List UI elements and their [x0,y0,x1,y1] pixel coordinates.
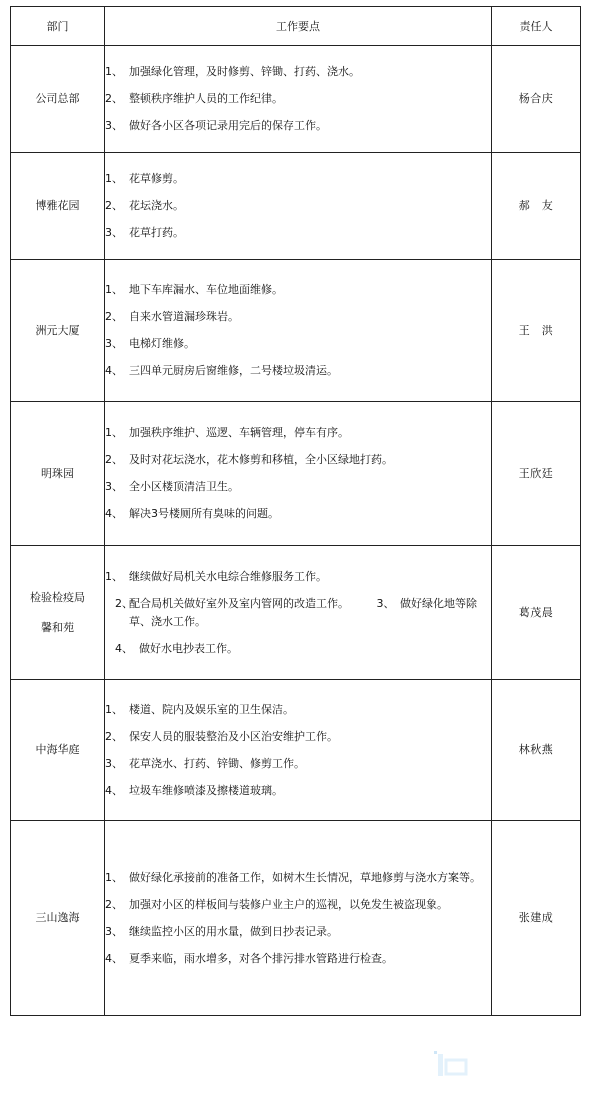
owner-cell: 葛茂晨 [492,546,581,680]
task-item [105,923,491,941]
owner-cell: 王欣廷 [492,402,581,546]
task-item [105,896,491,914]
task-item [105,478,491,496]
task-item [105,117,491,135]
dept-cell: 公司总部 [11,46,105,153]
item-text: 加强绿化管理，及时修剪、锌锄、打药、浇水。 [129,65,360,78]
item-text: 全小区楼顶清洁卫生。 [129,480,239,493]
dept-cell: 中海华庭 [11,680,105,821]
item-number: 3、 [105,119,123,132]
item-text: 三四单元厨房后窗维修，二号楼垃圾清运。 [129,364,338,377]
item-number: 2、 [105,310,123,323]
dept-cell: 明珠园 [11,402,105,546]
item-text: 整顿秩序维护人员的工作纪律。 [129,92,283,105]
item-number: 4、 [105,364,123,377]
task-cell [105,680,492,821]
work-plan-table [10,6,581,1016]
item-text: 花草浇水、打药、锌锄、修剪工作。 [129,756,305,770]
item-text: 花草修剪。 [129,172,184,185]
watermark-box [446,1060,466,1074]
item-text: 继续监控小区的用水量，做到日抄表记录。 [129,924,338,938]
item-number: 2、 [115,596,133,610]
item-number: 1、 [105,870,123,884]
task-item [105,451,491,469]
header-dept: 部门 [11,7,105,46]
item-number: 1、 [105,65,123,78]
task-cell [105,153,492,260]
dept-cell: 三山逸海 [11,821,105,1016]
table-row [11,402,581,546]
item-number: 1、 [105,702,123,716]
task-item [105,701,491,719]
item-number: 3、 [105,337,123,350]
table-header-row [11,7,581,46]
task-cell [105,402,492,546]
item-text: 继续做好局机关水电综合维修服务工作。 [129,569,327,583]
task-item [105,782,491,800]
owner-cell: 郝 友 [492,153,581,260]
item-text: 做好各小区各项记录用完后的保存工作。 [129,119,327,132]
item-number: 1、 [105,283,123,296]
owner-cell: 杨合庆 [492,46,581,153]
watermark-logo [432,1050,472,1080]
task-item [105,90,491,108]
table-row [11,260,581,402]
item-number: 2、 [105,199,123,212]
item-number: 1、 [105,426,123,439]
watermark-dot [434,1051,437,1054]
owner-cell: 林秋燕 [492,680,581,821]
task-item [105,424,491,442]
item-number: 1、 [105,569,123,583]
item-text: 夏季来临，雨水增多，对各个排污排水管路进行检查。 [129,951,393,965]
item-text: 配合局机关做好室外及室内管网的改造工作。 3、 做好绿化地等除草、浇水工作。 [129,596,477,628]
task-cell [105,821,492,1016]
task-item [105,63,491,81]
task-item [105,308,491,326]
header-owner: 责任人 [492,7,581,46]
item-number: 4、 [105,951,123,965]
dept-cell: 洲元大厦 [11,260,105,402]
item-text: 自来水管道漏珍珠岩。 [129,310,239,323]
item-text: 花草打药。 [129,226,184,239]
item-text: 解决3号楼厕所有臭味的问题。 [129,507,279,520]
item-text: 垃圾车维修喷漆及擦楼道玻璃。 [129,783,283,797]
item-text: 电梯灯维修。 [129,337,195,350]
header-tasks: 工作要点 [105,7,492,46]
dept-cell: 博雅花园 [11,153,105,260]
task-item [105,568,491,586]
task-item [105,224,491,242]
item-number: 2、 [105,897,123,911]
task-item [105,197,491,215]
item-number: 3、 [105,756,123,770]
item-number: 4、 [105,507,123,520]
task-item [105,362,491,380]
item-number: 2、 [105,729,123,743]
task-item [105,728,491,746]
item-text: 保安人员的服装整治及小区治安维护工作。 [129,729,338,743]
item-text: 加强秩序维护、巡逻、车辆管理，停车有序。 [129,426,349,439]
task-item [105,170,491,188]
item-number: 3、 [105,924,123,938]
task-item [105,640,491,658]
item-text: 做好绿化承接前的准备工作，如树木生长情况，草地修剪与浇水方案等。 [129,870,481,884]
item-text: 做好水电抄表工作。 [139,641,238,655]
task-item [105,281,491,299]
task-cell [105,546,492,680]
dept-line-1: 检验检疫局 [30,590,85,604]
task-item [105,755,491,773]
item-number: 1、 [105,172,123,185]
owner-cell: 王 洪 [492,260,581,402]
table-row [11,46,581,153]
owner-cell: 张建成 [492,821,581,1016]
watermark-bar [438,1054,443,1076]
item-text: 加强对小区的样板间与装修户业主户的巡视，以免发生被盗现象。 [129,897,448,911]
table-row [11,546,581,680]
dept-line-2: 馨和苑 [41,620,74,634]
item-number: 2、 [105,92,123,105]
task-cell [105,260,492,402]
item-number: 2、 [105,453,123,466]
item-number: 4、 [115,641,133,655]
task-item [105,595,491,631]
item-text: 及时对花坛浇水，花木修剪和移植，全小区绿地打药。 [129,453,393,466]
item-text: 楼道、院内及娱乐室的卫生保洁。 [129,702,294,716]
task-item [105,950,491,968]
item-text: 花坛浇水。 [129,199,184,212]
item-text: 地下车库漏水、车位地面维修。 [129,283,283,296]
table-row [11,680,581,821]
task-item [105,505,491,523]
task-cell [105,46,492,153]
table-row [11,821,581,1016]
item-number: 3、 [105,480,123,493]
item-number: 3、 [105,226,123,239]
table-row [11,153,581,260]
task-item [105,335,491,353]
dept-cell [11,546,105,680]
task-item [105,869,491,887]
item-number: 4、 [105,783,123,797]
